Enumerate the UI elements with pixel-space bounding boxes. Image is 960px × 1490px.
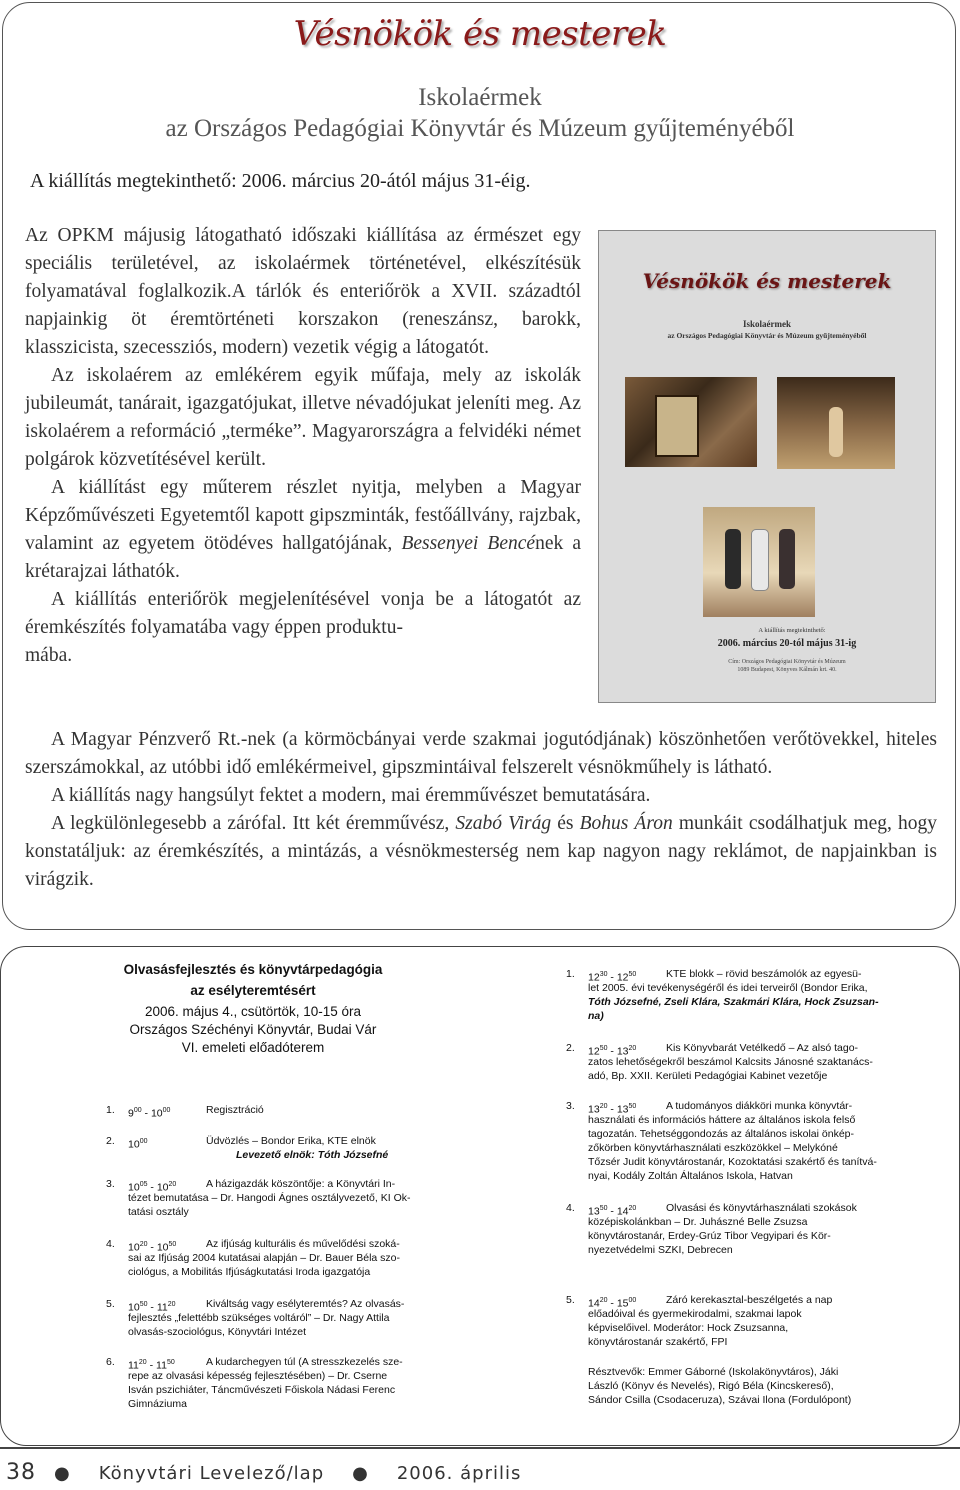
program-item [106,1298,446,1340]
item-text-3: tatási osztály [128,1206,189,1218]
poster-date: 2006. március 20-tól május 31-ig [717,638,857,649]
time-hour: 10 [128,1301,140,1314]
paragraph-4-end: mába. [25,645,73,666]
time-hour: 9 [128,1107,134,1120]
time-min: 50 [139,1301,148,1308]
display-cabinet [655,395,699,457]
paragraph-3-text: A kiállítást egy műterem részlet nyitja, melyben a Magyar Képzőművészeti Egyetemtől kapott gipszminták, festőállvány, rajzbak, valamint az egyetem ötödéves hallgatójának, [25,477,581,554]
item-text-3: tagozatán. Tehetséggondozás az általános iskolai önkép- [588,1128,854,1140]
program-title-2: az esélyteremtésért [190,983,316,998]
time-hour: 13 [588,1103,600,1116]
item-number: 3. [566,1100,575,1112]
poster-address-2: 1089 Budapest, Könyves Kálmán krt. 40. [737,667,837,673]
item-text-2: középiskolánkban – Dr. Juhászné Belle Zsuzsa [588,1216,808,1228]
item-number: 3. [106,1178,115,1190]
time-hour-2: - 11 [146,1359,167,1372]
item-text-2: sai az Ifjúság 2004 kutatásai alapján – Dr. Bauer Béla szo- [128,1252,400,1264]
page-number: 38 [6,1460,36,1485]
paragraph-7-text-end: munkáit csodálhatjuk meg, hogy konstatáljuk: az éremkészítés, a mintázás, a vésnökmesterség nem kap nagyon nagy reklámot, de napjainkban is virágzik. [25,813,938,890]
item-text: Üdvözlés – Bondor Erika, KTE elnök [206,1135,376,1147]
item-text-4: zőkörben könyvtárhasználati eszközökkel – Melykóné [588,1142,838,1154]
bullet-icon: ● [54,1463,71,1484]
program-item [106,1104,436,1118]
journal-name: Könyvtári Levelező/lap [98,1463,325,1484]
item-text-2: repe az olvasási képesség fejlesztésében) – Dr. Cserne [128,1370,388,1382]
program-item [106,1356,446,1412]
item-number: 6. [106,1356,115,1368]
article-subtitle-2: az Országos Pedagógiai Könyvtár és Múzeum gyűjteményéből [165,115,795,142]
article-title: Vésnökök és mesterek [293,14,667,54]
poster-photo-showcase [625,377,757,467]
item-text-2: fejlesztés „felettébb szükséges voltáról” – Dr. Nagy Attila [128,1312,390,1324]
item-number: 4. [106,1238,115,1250]
poster-title: Vésnökök és mesterek [642,269,892,293]
item-text-2: let 2005. évi tevékenységéről és idei terveiről (Bondor Erika, [588,982,868,994]
time-min: 30 [599,971,608,978]
item-text: Olvasási és könyvtárhasználati szokások [666,1202,857,1214]
time-hour-2: - 10 [147,1181,169,1194]
program-title: Olvasásfejlesztés és könyvtárpedagógia [123,962,383,977]
item-text-3: adó, Bp. XXII. Kerületi Pedagógiai Kabinet vezetője [588,1070,828,1082]
time-hour: 12 [588,1045,600,1058]
program-item [106,1135,436,1163]
item-text-3: képviselőivel. Moderátor: Hock Zsuzsanna, [588,1322,789,1334]
time-hour-2: - 13 [607,1045,629,1058]
exhibition-poster [598,230,936,703]
time-min: 20 [139,1241,148,1248]
time-min-2: 50 [628,1103,637,1110]
program-item [566,1100,906,1184]
time-min-2: 20 [167,1301,176,1308]
item-text-4: Gimnáziuma [128,1398,187,1410]
item-text: Regisztráció [206,1104,264,1116]
time-hour: 10 [128,1138,140,1151]
item-text-2: Levezető elnök: Tóth Józsefné [236,1149,389,1161]
item-text: Kis Könyvbarát Vetélkedő – Az alsó tago- [666,1042,859,1054]
figure-dark [725,529,741,589]
item-text-2: zatos lehetőségekről beszámol Kalcsits Jánosné szaktanács- [588,1056,873,1068]
program-room: VI. emeleti előadóterem [181,1040,325,1055]
bullet-icon: ● [352,1463,369,1484]
poster-address: Cím: Országos Pedagógiai Könyvtár és Múzeum [728,659,846,665]
program-item [566,1042,906,1084]
program-venue: Országos Széchényi Könyvtár, Budai Vár [129,1022,377,1037]
time-hour-2: - 10 [141,1107,163,1120]
time-hour-2: - 10 [147,1241,169,1254]
program-item [566,1202,906,1258]
item-text-5: Tőzsér Judit könyvtárostanár, Kozoktatási szakértő és tanítvá- [588,1156,877,1168]
item-text: KTE blokk – rövid beszámolók az egyesü- [666,968,862,980]
figure-dark-2 [779,529,795,589]
time-min-2: 00 [162,1107,171,1114]
time-min-2: 50 [166,1359,175,1366]
poster-subtitle: Iskolaérmek [743,319,791,329]
item-text-2: használati és információs háttere az általános iskola felső [588,1114,856,1126]
poster-photo-figures [703,507,815,617]
paragraph-3 [25,474,581,586]
program-item [106,1178,446,1220]
time-min-2: 00 [628,1297,637,1304]
item-number: 2. [106,1135,115,1147]
item-number: 4. [566,1202,575,1214]
time-min-2: 50 [168,1241,177,1248]
statue-figure [829,407,843,457]
item-text: A tudományos diákköri munka könyvtár- [666,1100,853,1112]
item-text-4: könyvtárostanár szakértő, FPI [588,1336,728,1348]
item-text-3: olvasás-szociológus, Könyvtári Intézet [128,1326,307,1338]
item-text-2: tézet bemutatása – Dr. Hangodi Ágnes osztályvezető, KI Ok- [128,1192,411,1204]
paragraph-7-and: és [557,813,574,834]
poster-note: A kiállítás megtekinthető: [758,627,826,634]
item-number: 5. [566,1294,575,1306]
time-min: 50 [599,1205,608,1212]
time-hour: 12 [588,971,600,984]
paragraph-6: A kiállítás nagy hangsúlyt fektet a modern, mai éremművészet bemutatására. [51,785,651,806]
time-min-2: 20 [628,1045,637,1052]
time-hour: 11 [128,1359,139,1372]
item-text-4: nyezetvédelmi SZKI, Debrecen [588,1244,733,1256]
artist-name-1: Szabó Virág [455,813,552,834]
time-hour-2: - 12 [607,971,629,984]
time-min: 20 [599,1297,608,1304]
program-item [566,968,906,1024]
article-body-wide [25,726,937,894]
paragraph-7-text: A legkülönlegesebb a zárófal. Itt két éremművész, [51,813,450,834]
item-text: Az ifjúság kulturális és művelődési szoká- [206,1238,400,1250]
figure-white [751,529,769,591]
item-number: 2. [566,1042,575,1054]
participants-line-3: Sándor Csilla (Csodaceruza), Szávai Ilona (Fordulópont) [588,1394,852,1406]
time-min: 20 [599,1103,608,1110]
time-min-2: 20 [628,1205,637,1212]
time-hour: 13 [588,1205,600,1218]
paragraph-4: A kiállítás enteriőrök megjelenítésével vonja be a látogatót az éremkészítés folyamatába vagy éppen produktu- [25,589,581,638]
item-number: 1. [566,968,575,980]
artist-name: Bessenyei Bencé [401,533,536,554]
item-text-3: könyvtárostanár, Erdey-Grúz Tibor Vegyipari és Kör- [588,1230,831,1242]
item-text: Kiváltság vagy esélyteremtés? Az olvasás- [206,1298,405,1310]
time-hour: 10 [128,1181,140,1194]
item-time [128,1135,147,1152]
time-min: 20 [138,1359,147,1366]
item-number: 1. [106,1104,115,1116]
program-participants [588,1366,928,1408]
page-footer [6,1460,521,1485]
poster-photo-statue [777,377,895,469]
exhibition-dates: A kiállítás megtekinthető: 2006. március 20-ától május 31-éig. [30,170,531,192]
article-body-narrow [25,222,581,670]
item-text: Záró kerekasztal-beszélgetés a nap [666,1294,833,1306]
item-text: A kudarchegyen túl (A stresszkezelés sze- [206,1356,403,1368]
paragraph-2: Az iskolaérem az emlékérem egyik műfaja, mely az iskolák jubileumát, tanárait, igazgatójukat, illetve névadójukat jeleníti meg. Az iskolaérem a reformáció „terméke”. Magyarországra a felvidéki német polgárok közvetítésével került. [25,365,581,470]
item-number: 5. [106,1298,115,1310]
time-min: 00 [133,1107,142,1114]
artist-name-2: Bohus Áron [579,813,673,834]
footer-rule [0,1447,960,1449]
time-min-2: 20 [168,1181,177,1188]
paragraph-7 [25,810,937,894]
time-min: 00 [139,1138,148,1145]
paragraph-5: A Magyar Pénzverő Rt.-nek (a körmöcbányai verde szakmai jogutódjának) köszönhetően verőtövekkel, hiteles szerszámokkal, az utóbbi idő emlékérmeivel, gipszmintáival felszerelt vésnökműhely is látható. [25,729,937,778]
program-date: 2006. május 4., csütörtök, 10-15 óra [144,1004,362,1019]
participants-line: Résztvevők: Emmer Gáborné (Iskolakönyvtáros), Jáki [588,1366,839,1378]
item-text-3: ciológus, a Mobilitás Ifjúságkutatási Iroda igazgatója [128,1266,371,1278]
paragraph-3-text-end: nek a krétarajzai láthatók. [25,533,581,582]
time-min: 05 [139,1181,148,1188]
time-hour-2: - 13 [607,1103,629,1116]
program-item [566,1294,906,1350]
item-text-2: előadóival és gyermekirodalmi, szakmai lapok [588,1308,802,1320]
time-hour: 10 [128,1241,140,1254]
paragraph-1: Az OPKM májusig látogatható időszaki kiállítása az érmészet egy speciális területével, az iskolaérmek történetével, elkészítésük folyamatával foglalkozik.A tárlók és enteriőrök a XVII. századtól napjainkig öt éremtörténeti korszakon (reneszánsz, barokk, klasszicista, szecessziós, modern) vezetik végig a látogatót. [25,225,581,358]
item-text: A házigazdák köszöntője: a Könyvtári In- [206,1178,396,1190]
time-hour-2: - 15 [607,1297,629,1310]
time-min-2: 50 [628,971,637,978]
time-hour-2: - 11 [147,1301,168,1314]
item-time [128,1104,170,1121]
time-hour-2: - 14 [607,1205,629,1218]
issue-date: 2006. április [396,1463,522,1484]
time-hour: 14 [588,1297,600,1310]
item-text-4: na) [588,1010,604,1022]
item-text-3: Isván pszichiáter, Táncművészeti Főiskola Nádasi Ferenc [128,1384,396,1396]
program-item [106,1238,446,1280]
participants-line-2: László (Könyv és Nevelés), Rigó Béla (Kincskereső), [588,1380,834,1392]
time-min: 50 [599,1045,608,1052]
article-subtitle: Iskolaérmek [418,84,542,111]
item-text-3: Tóth Józsefné, Zseli Klára, Szakmári Klára, Hock Zsuzsan- [588,996,879,1008]
item-text-6: nyai, Kodály Zoltán Általános Iskola, Hatvan [588,1170,793,1182]
poster-subtitle-2: az Országos Pedagógiai Könyvtár és Múzeum gyűjteményéből [667,331,867,340]
